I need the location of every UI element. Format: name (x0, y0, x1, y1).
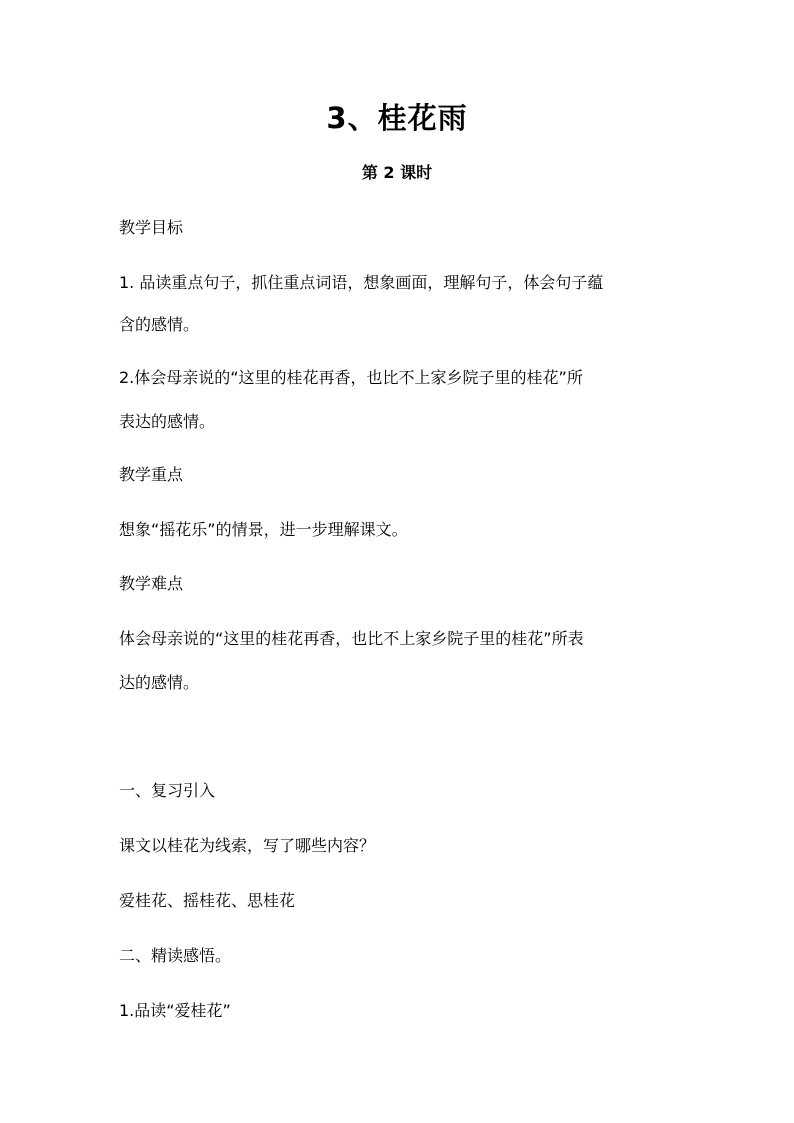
paragraph-line: 含的感情。 (119, 315, 200, 334)
paragraph-line: 课文以桂花为线索，写了哪些内容？ (119, 836, 376, 855)
subsection-heading: 1.品读“爱桂花” (119, 1001, 231, 1020)
document-title: 3、桂花雨 (326, 101, 468, 135)
section-heading-key-points: 教学重点 (119, 465, 184, 484)
paragraph-line: 爱桂花、摇桂花、思桂花 (119, 891, 296, 910)
paragraph-line: 达的感情。 (119, 673, 200, 692)
lesson-period: 第 2 课时 (361, 163, 433, 182)
section-heading-difficulties: 教学难点 (119, 574, 184, 593)
paragraph-line: 1. 品读重点句子，抓住重点词语，想象画面，理解句子，体会句子蕴 (119, 273, 604, 292)
paragraph-line: 表达的感情。 (119, 412, 216, 431)
paragraph-line: 2.体会母亲说的“这里的桂花再香，也比不上家乡院子里的桂花”所 (119, 368, 583, 387)
section-heading-review: 一、复习引入 (119, 781, 216, 800)
paragraph-line: 想象“摇花乐”的情景，进一步理解课文。 (119, 520, 408, 539)
section-heading-objectives: 教学目标 (119, 218, 184, 237)
paragraph-line: 体会母亲说的“这里的桂花再香，也比不上家乡院子里的桂花”所表 (119, 629, 584, 648)
section-heading-close-reading: 二、精读感悟。 (119, 946, 232, 965)
